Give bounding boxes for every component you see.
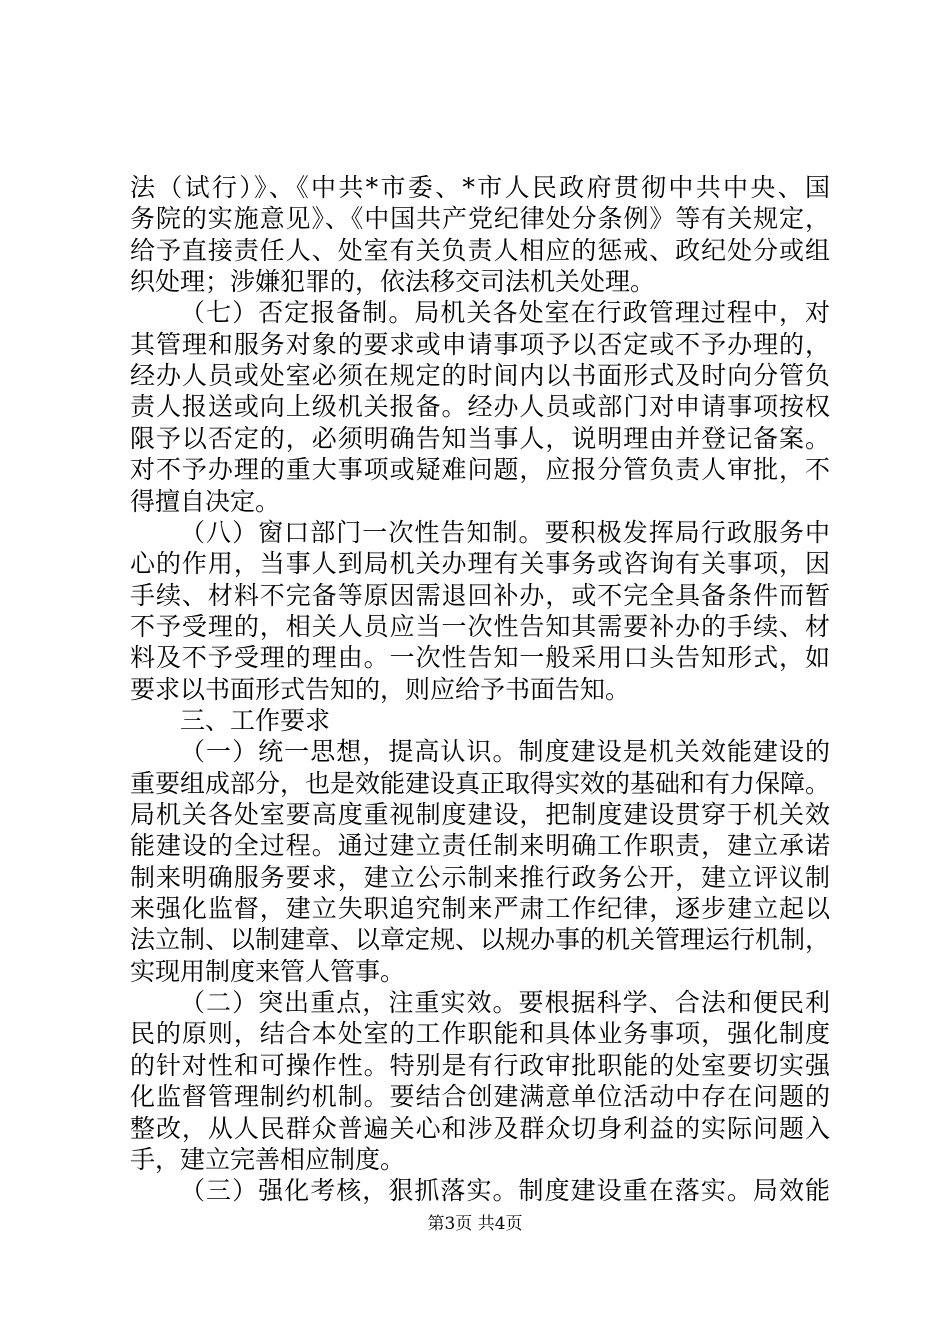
text-line: 织处理；涉嫌犯罪的，依法移交司法机关处理。 xyxy=(130,267,656,296)
text-line: 民的原则，结合本处室的工作职能和具体业务事项，强化制度 xyxy=(130,1019,830,1048)
text-line: 重要组成部分，也是效能建设真正取得实效的基础和有力保障。 xyxy=(130,769,831,798)
text-line: 不予受理的，相关人员应当一次性告知其需要补办的手续、材 xyxy=(130,612,830,641)
text-line: （二）突出重点，注重实效。要根据科学、合法和便民利 xyxy=(180,988,830,1017)
text-line: 法立制、以制建章、以章定规、以规办事的机关管理运行机制， xyxy=(130,925,831,954)
text-line: 责人报送或向上级机关报备。经办人员或部门对申请事项按权 xyxy=(130,392,830,421)
text-line: 来强化监督，建立失职追究制来严肃工作纪律，逐步建立起以 xyxy=(130,894,830,923)
text-line: 化监督管理制约机制。要结合创建满意单位活动中存在问题的 xyxy=(130,1082,830,1111)
text-line: 局机关各处室要高度重视制度建设，把制度建设贯穿于机关效 xyxy=(130,800,830,829)
text-line: 给予直接责任人、处室有关负责人相应的惩戒、政纪处分或组 xyxy=(130,236,830,265)
text-line: 务院的实施意见》、《中国共产党纪律处分条例》等有关规定， xyxy=(130,204,830,233)
text-line: （一）统一思想，提高认识。制度建设是机关效能建设的 xyxy=(180,737,830,766)
text-line: 的针对性和可操作性。特别是有行政审批职能的处室要切实强 xyxy=(130,1051,830,1080)
text-line: 限予以否定的，必须明确告知当事人，说明理由并登记备案。 xyxy=(130,424,830,453)
text-line: 实现用制度来管人管事。 xyxy=(130,957,406,986)
text-line: 经办人员或处室必须在规定的时间内以书面形式及时向分管负 xyxy=(130,361,830,390)
text-line: （七）否定报备制。局机关各处室在行政管理过程中，对 xyxy=(180,298,830,327)
text-line: 手，建立完善相应制度。 xyxy=(130,1145,406,1174)
text-line: 对不予办理的重大事项或疑难问题，应报分管负责人审批，不 xyxy=(130,455,830,484)
text-line: 料及不予受理的理由。一次性告知一般采用口头告知形式，如 xyxy=(130,643,830,672)
text-line: 三、工作要求 xyxy=(180,706,331,735)
text-line: 要求以书面形式告知的，则应给予书面告知。 xyxy=(130,675,631,704)
text-line: 手续、材料不完备等原因需退回补办，或不完全具备条件而暂 xyxy=(130,581,830,610)
text-line: 法（试行）》、《中共*市委、*市人民政府贯彻中共中央、国 xyxy=(130,173,830,202)
text-line: （三）强化考核，狠抓落实。制度建设重在落实。局效能 xyxy=(180,1176,830,1205)
text-line: 整改，从人民群众普遍关心和涉及群众切身利益的实际问题入 xyxy=(130,1114,830,1143)
text-line: 能建设的全过程。通过建立责任制来明确工作职责，建立承诺 xyxy=(130,831,830,860)
text-line: 其管理和服务对象的要求或申请事项予以否定或不予办理的， xyxy=(130,330,830,359)
text-line: 心的作用，当事人到局机关办理有关事务或咨询有关事项，因 xyxy=(130,549,830,578)
text-line: 得擅自决定。 xyxy=(130,487,281,516)
text-line: 制来明确服务要求，建立公示制来推行政务公开，建立评议制 xyxy=(130,863,830,892)
page-footer: 第3页 共4页 xyxy=(427,1214,523,1234)
text-line: （八）窗口部门一次性告知制。要积极发挥局行政服务中 xyxy=(180,518,830,547)
